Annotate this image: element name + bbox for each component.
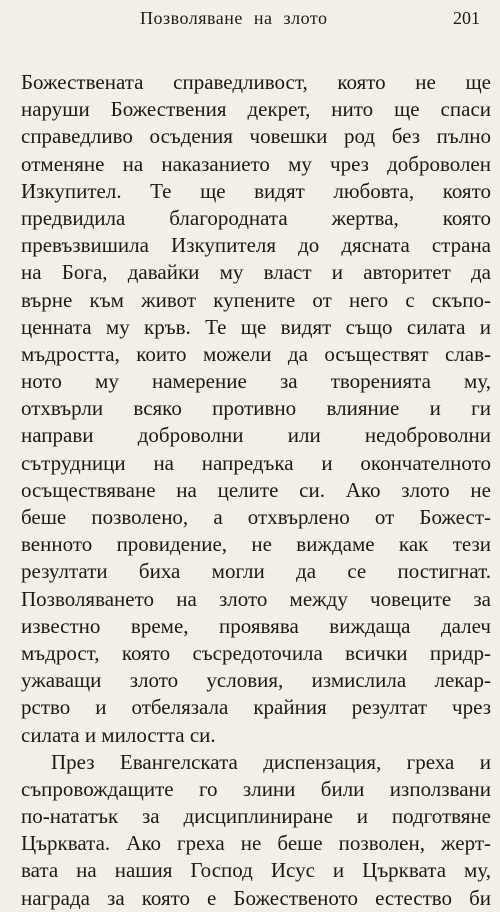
text-line: направи доброволни или недоброволни bbox=[21, 423, 491, 448]
text-line: ното му намерение за творенията му, bbox=[21, 369, 491, 394]
text-line: силата и милостта си. bbox=[21, 722, 216, 747]
paragraph-2 bbox=[21, 749, 491, 912]
text-line: известно време, проявява виждаща далеч bbox=[21, 613, 491, 638]
text-line: резултати биха могли да се постигнат. bbox=[21, 559, 491, 584]
text-line: мъдростта, които можели да осъществят слав- bbox=[21, 341, 491, 366]
running-title: Позволяване на злото bbox=[140, 8, 328, 28]
text-line: наруши Божествения декрет, нито ще спаси bbox=[21, 97, 491, 122]
text-line: мъдрост, която съсредоточила всички придр- bbox=[21, 640, 491, 665]
text-line: През Евангелската диспензация, греха и bbox=[51, 749, 491, 774]
text-line: по-нататък за дисциплиниране и подготвяне bbox=[21, 804, 491, 829]
text-line: вата на нашия Господ Исус и Църквата му, bbox=[21, 858, 491, 883]
text-line: съпровождащите го злини били използвани bbox=[21, 776, 491, 801]
text-line: сътрудници на напредъка и окончателното bbox=[21, 450, 491, 475]
text-line: Божествената справедливост, която не ще bbox=[21, 70, 491, 94]
text-line: венното провидение, не виждаме как тези bbox=[21, 532, 491, 557]
text-line: отменяне на наказанието му чрез доброволен bbox=[21, 151, 491, 176]
text-line: отхвърли всяко противно влияние и ги bbox=[21, 396, 491, 421]
body-text bbox=[21, 69, 491, 912]
page-number: 201 bbox=[453, 8, 480, 28]
text-line: предвидила благородната жертва, която bbox=[21, 205, 491, 230]
text-line: рство и отбелязала крайния резултат чрез bbox=[21, 695, 491, 720]
paragraph-1 bbox=[21, 69, 491, 749]
text-line: ужаващи злото условия, измислила лекар- bbox=[21, 668, 491, 693]
text-line: беше позволено, а отхвърлено от Божест- bbox=[21, 505, 491, 529]
text-line: превъзвишила Изкупителя до дясната страна bbox=[21, 233, 491, 258]
text-line: Църквата. Ако греха не беше позволен, жерт- bbox=[21, 831, 491, 856]
running-header bbox=[0, 8, 500, 30]
text-line: справедливо осъдения човешки род без пълно bbox=[21, 124, 491, 149]
text-line: ценната му кръв. Те ще видят също силата и bbox=[21, 314, 491, 339]
text-line: Позволяването на злото между човеците за bbox=[21, 586, 491, 611]
text-line: на Бога, давайки му власт и авторитет да bbox=[21, 260, 491, 285]
text-line: върне към живот купените от него с скъпо- bbox=[21, 287, 491, 312]
text-line: осъществяване на целите си. Ако злото не bbox=[21, 477, 491, 502]
text-line: Изкупител. Те ще видят любовта, която bbox=[21, 178, 491, 203]
text-line: награда за която е Божественото естество би bbox=[21, 885, 491, 910]
